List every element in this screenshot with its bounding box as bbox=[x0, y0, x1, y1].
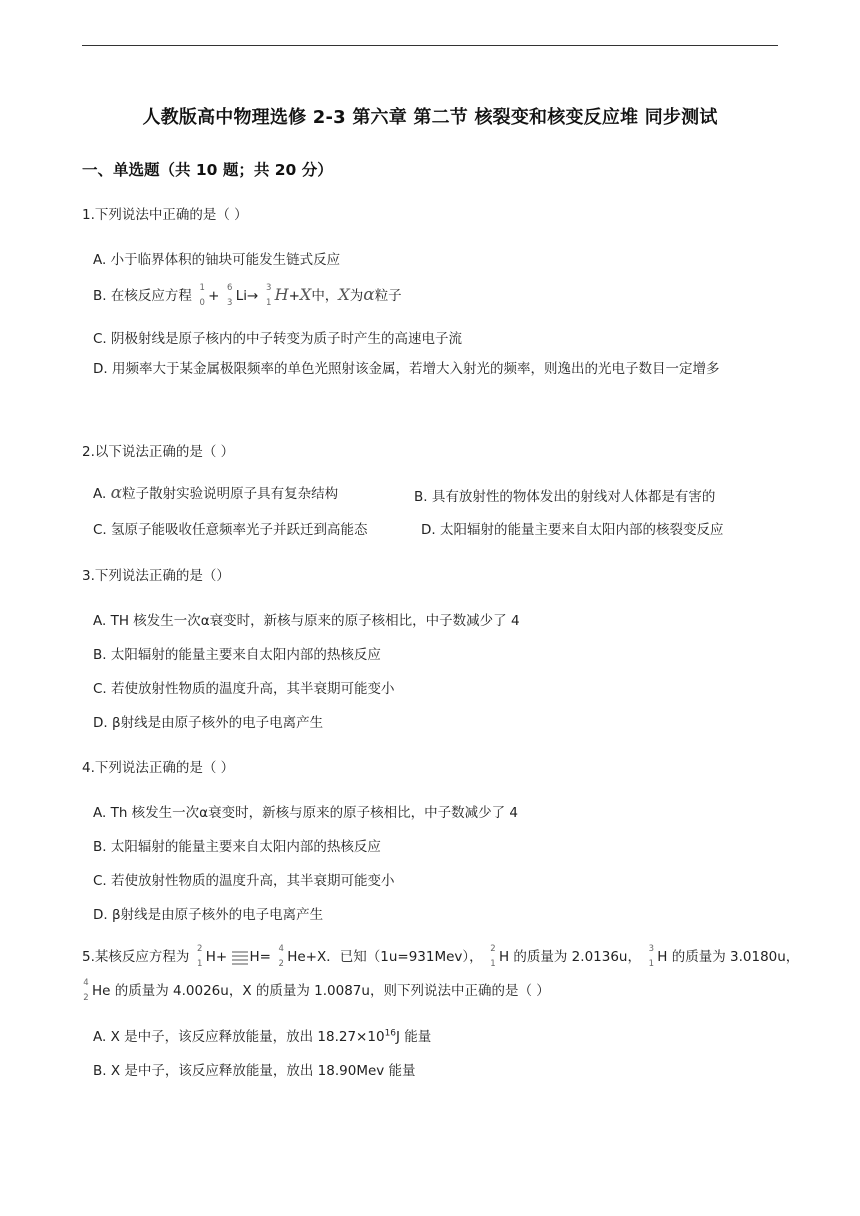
helium-nuclide-numbers: 4 2 bbox=[278, 944, 284, 969]
deuterium-nuclide-numbers: 2 1 bbox=[196, 944, 203, 969]
alpha-symbol: α bbox=[363, 285, 375, 305]
plus-sign-2: + bbox=[288, 288, 300, 304]
q5-h-eq: H= bbox=[249, 949, 271, 965]
q5-a-exponent: 16 bbox=[384, 1028, 397, 1039]
q2-a-prefix: A. bbox=[93, 486, 111, 502]
deuterium-nuclide-numbers-2: 2 1 bbox=[490, 944, 496, 969]
q5-a-text: A. X 是中子，该反应释放能量，放出 18.27×10 bbox=[93, 1029, 385, 1045]
header-rule bbox=[82, 45, 778, 46]
q5-he-x: He+X．已知（1u=931Mev）， bbox=[287, 949, 483, 965]
question-3-option-b[interactable]: B. 太阳辐射的能量主要来自太阳内部的热核反应 bbox=[93, 647, 381, 663]
question-2-option-b[interactable]: B. 具有放射性的物体发出的射线对人体都是有害的 bbox=[414, 489, 716, 505]
question-4-option-c[interactable]: C. 若使放射性物质的温度升高，其半衰期可能变小 bbox=[93, 873, 395, 889]
q1-b-end: 粒子 bbox=[374, 288, 402, 304]
question-4-option-d[interactable]: D. β射线是由原子核外的电子电离产生 bbox=[93, 907, 324, 923]
helium-nuclide-numbers-2: 4 2 bbox=[83, 978, 89, 1003]
q1-b-wei: 为 bbox=[349, 288, 364, 304]
x-particle-symbol-2: X bbox=[338, 285, 350, 304]
alpha-symbol: α bbox=[110, 483, 123, 503]
tritium-nuclide-numbers-2: 3 1 bbox=[648, 944, 654, 969]
lithium-symbol: Li→ bbox=[235, 288, 259, 304]
question-3-stem: 3.下列说法正确的是（） bbox=[82, 568, 230, 584]
question-4-option-a[interactable]: A. Th 核发生一次α衰变时，新核与原来的原子核相比，中子数减少了 4 bbox=[93, 805, 518, 821]
q5-h3-mass: H 的质量为 3.0180u， bbox=[657, 949, 800, 965]
question-4-option-b[interactable]: B. 太阳辐射的能量主要来自太阳内部的热核反应 bbox=[93, 839, 381, 855]
lithium-nuclide-numbers: 6 3 bbox=[227, 283, 233, 308]
q1-b-prefix: B. 在核反应方程 bbox=[93, 288, 192, 304]
question-5-stem bbox=[82, 940, 800, 1008]
tritium-symbol: H bbox=[274, 285, 289, 304]
x-particle-symbol: X bbox=[299, 285, 312, 304]
question-2-option-c[interactable]: C. 氢原子能吸收任意频率光子并跃迁到高能态 bbox=[93, 522, 368, 538]
q5-a-unit: J 能量 bbox=[396, 1029, 432, 1045]
question-1-option-d[interactable]: D. 用频率大于某金属极限频率的单色光照射该金属，若增大入射光的频率，则逸出的光电子数目一定增多 bbox=[93, 361, 720, 377]
question-2-option-d[interactable]: D. 太阳辐射的能量主要来自太阳内部的核裂变反应 bbox=[421, 522, 724, 538]
blurred-nuclide-image bbox=[232, 949, 248, 965]
q5-h-plus: H+ bbox=[205, 949, 228, 965]
question-2-option-a[interactable] bbox=[93, 482, 338, 503]
page-title: 人教版高中物理选修 2-3 第六章 第二节 核裂变和核变反应堆 同步测试 bbox=[142, 107, 718, 128]
question-1-option-a[interactable]: A. 小于临界体积的铀块可能发生链式反应 bbox=[93, 252, 341, 268]
tritium-nuclide-numbers: 3 1 bbox=[265, 283, 272, 308]
q2-a-text: 粒子散射实验说明原子具有复杂结构 bbox=[122, 486, 339, 502]
question-3-option-c[interactable]: C. 若使放射性物质的温度升高，其半衰期可能变小 bbox=[93, 681, 395, 697]
q5-h2-mass: H 的质量为 2.0136u， bbox=[498, 949, 641, 965]
question-1-option-b[interactable] bbox=[93, 281, 402, 310]
q1-b-mid: 中， bbox=[311, 288, 339, 304]
question-3-option-a[interactable]: A. TH 核发生一次α衰变时，新核与原来的原子核相比，中子数减少了 4 bbox=[93, 613, 520, 629]
neutron-symbol: 1 0 bbox=[199, 283, 205, 308]
q5-line2: He 的质量为 4.0026u，X 的质量为 1.0087u，则下列说法中正确的是（ ） bbox=[92, 983, 550, 999]
question-5-option-b[interactable]: B. X 是中子，该反应释放能量，放出 18.90Mev 能量 bbox=[93, 1063, 416, 1079]
question-4-stem: 4.下列说法正确的是（ ） bbox=[82, 760, 235, 776]
plus-sign: + bbox=[208, 288, 220, 304]
question-3-option-d[interactable]: D. β射线是由原子核外的电子电离产生 bbox=[93, 715, 324, 731]
question-5-option-a[interactable] bbox=[93, 1025, 431, 1045]
section-heading: 一、单选题（共 10 题；共 20 分） bbox=[82, 161, 333, 179]
question-1-option-c[interactable]: C. 阴极射线是原子核内的中子转变为质子时产生的高速电子流 bbox=[93, 331, 463, 347]
q5-prefix: 5.某核反应方程为 bbox=[82, 949, 190, 965]
question-2-stem: 2.以下说法正确的是（ ） bbox=[82, 444, 235, 460]
question-1-stem: 1.下列说法中正确的是（ ） bbox=[82, 207, 248, 223]
